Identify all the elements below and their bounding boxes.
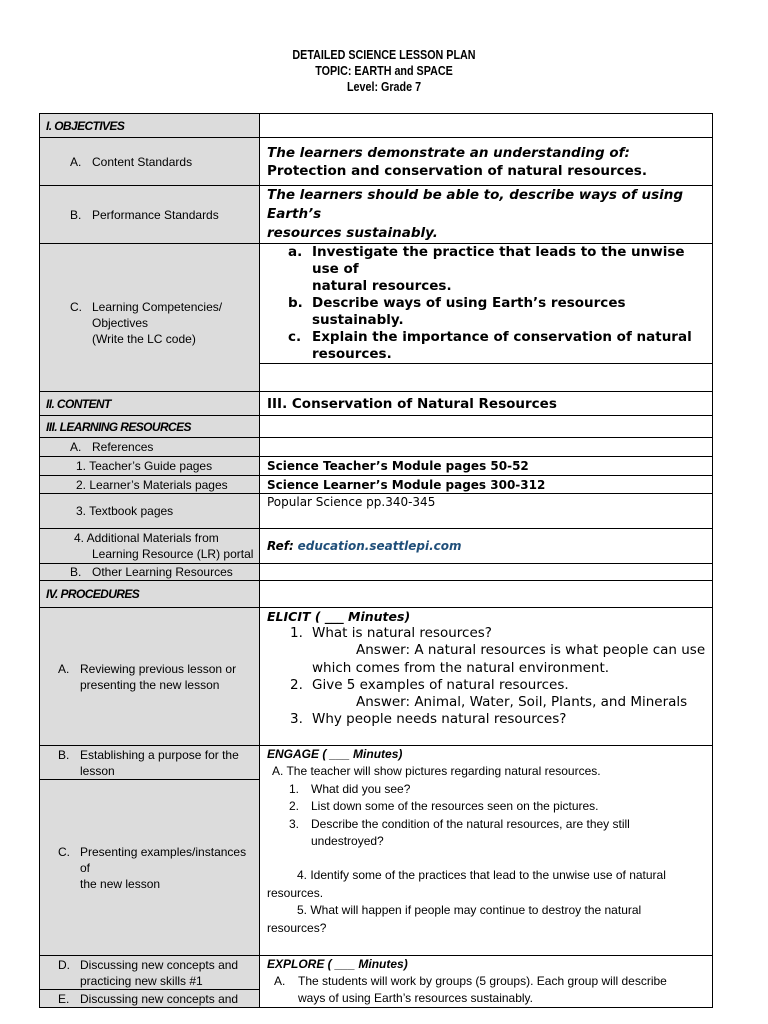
content-standards-line1: The learners demonstrate an understanding of: (267, 144, 630, 161)
competencies-label-line3: (Write the LC code) (92, 331, 196, 346)
procedure-a-row (40, 608, 713, 746)
ref-link[interactable]: education.seattlepi.com (297, 539, 462, 553)
explore-key: A. (274, 974, 286, 988)
performance-standards-row (40, 186, 713, 244)
engage-item-3-cont: undestroyed? (311, 834, 384, 849)
engage-item-5-line2: resources? (267, 920, 327, 935)
competencies-label-line2: Objectives (92, 315, 149, 330)
competencies-code-value (260, 364, 713, 392)
procedure-d-key: D. (58, 957, 70, 972)
procedure-b-row (40, 746, 713, 780)
procedure-b-label-line2: lesson (80, 763, 115, 778)
procedure-a-label-line2: presenting the new lesson (80, 677, 220, 692)
elicit-line-5: Answer: Animal, Water, Soil, Plants, and Minerals (356, 694, 688, 711)
procedure-a-label-line1: Reviewing previous lesson or (80, 661, 237, 676)
explore-line1: The students will work by groups (5 groups). Each group will describe (298, 974, 667, 988)
engage-item-5-line1: 5. What will happen if people may continue to destroy the natural (297, 903, 642, 918)
references-row (40, 438, 713, 457)
procedure-c-key: C. (58, 844, 70, 859)
other-resources-key: B. (70, 565, 82, 579)
competency-item-a: a. Investigate the practice that leads to the unwise use of natural resources. (288, 244, 685, 294)
document-title: DETAILED SCIENCE LESSON PLAN (292, 48, 476, 62)
procedures-heading: IV. PROCEDURES (46, 587, 140, 601)
procedure-c-label-line2: the new lesson (80, 876, 161, 891)
procedure-d-row (40, 956, 713, 990)
procedure-d-label-line2: practicing new skills #1 (80, 973, 203, 988)
competencies-list (260, 244, 712, 363)
procedures-heading-row (40, 581, 713, 608)
competency-item-b: b. Describe ways of using Earth’s resources sustainably. (288, 295, 626, 328)
additional-materials-row (40, 529, 713, 564)
content-heading: II. CONTENT (46, 396, 111, 411)
resources-heading-row (40, 416, 713, 438)
learners-materials-value: Science Learner’s Module pages 300-312 (267, 477, 546, 492)
performance-standards-key: B. (70, 207, 82, 222)
performance-standards-line1: The learners should be able to, describe ways of using Earth’s (267, 187, 684, 222)
objectives-heading-row (40, 114, 713, 138)
objectives-heading-value (260, 114, 713, 138)
document-level: Level: Grade 7 (346, 80, 422, 94)
teachers-guide-row (40, 457, 713, 476)
content-standards-key: A. (70, 154, 82, 169)
procedure-e-label-line1: Discussing new concepts and (80, 991, 239, 1006)
content-value: III. Conservation of Natural Resources (267, 395, 557, 412)
teachers-guide-label: 1. Teacher’s Guide pages (76, 459, 213, 473)
procedure-e-key: E. (58, 991, 70, 1006)
performance-standards-line2: resources sustainably. (267, 225, 438, 241)
ref-prefix: Ref: (267, 539, 294, 553)
engage-item-1: 1. What did you see? (289, 781, 411, 796)
competencies-row (40, 244, 713, 364)
engage-item-4-line2: resources. (267, 885, 324, 900)
content-standards-label: Content Standards (92, 154, 193, 169)
elicit-line-3: which comes from the natural environment. (312, 659, 610, 676)
additional-materials-label-line2: Learning Resource (LR) portal (92, 547, 254, 561)
document-topic: TOPIC: EARTH and SPACE (315, 64, 453, 78)
elicit-line-6: 3. Why people needs natural resources? (290, 711, 567, 728)
objectives-heading: I. OBJECTIVES (46, 118, 125, 133)
teachers-guide-value: Science Teacher’s Module pages 50-52 (267, 459, 529, 473)
other-resources-row (40, 564, 713, 581)
engage-item-3: 3. Describe the condition of the natural resources, are they still (289, 816, 630, 831)
content-standards-row (40, 138, 713, 186)
textbook-label: 3. Textbook pages (76, 504, 174, 518)
references-key: A. (70, 440, 82, 454)
resources-heading: III. LEARNING RESOURCES (46, 419, 191, 434)
lesson-plan-table (39, 113, 713, 1008)
textbook-value: Popular Science pp.340-345 (267, 495, 436, 509)
references-label: References (92, 440, 154, 454)
engage-title: ENGAGE ( ___ Minutes) (267, 747, 403, 761)
content-standards-line2: Protection and conservation of natural resources. (267, 162, 647, 179)
explore-title: EXPLORE ( ___ Minutes) (267, 957, 408, 971)
explore-line2: ways of using Earth’s resources sustainably. (298, 991, 534, 1005)
engage-intro: A. The teacher will show pictures regarding natural resources. (272, 764, 601, 779)
content-row (40, 392, 713, 416)
document-header (54, 47, 714, 95)
additional-materials-label-line1: 4. Additional Materials from (74, 531, 219, 545)
engage-item-4-line1: 4. Identify some of the practices that lead to the unwise use of natural (297, 868, 666, 883)
other-resources-label: Other Learning Resources (92, 565, 233, 579)
learners-materials-label: 2. Learner’s Materials pages (76, 477, 228, 492)
textbook-row (40, 494, 713, 529)
elicit-title: ELICIT ( ___ Minutes) (267, 609, 411, 624)
explore-item-a (260, 973, 712, 1007)
elicit-line-4: 2. Give 5 examples of natural resources. (290, 676, 569, 693)
procedure-b-key: B. (58, 747, 70, 762)
performance-standards-label: Performance Standards (92, 207, 219, 222)
competencies-label-line1: Learning Competencies/ (92, 299, 223, 314)
competencies-key: C. (70, 299, 82, 314)
elicit-line-2: Answer: A natural resources is what people can use (356, 642, 706, 659)
procedure-a-key: A. (58, 661, 70, 676)
engage-item-2: 2. List down some of the resources seen on the pictures. (289, 799, 599, 814)
learners-materials-row (40, 476, 713, 494)
competency-item-c: c. Explain the importance of conservation of natural resources. (288, 329, 692, 362)
procedure-c-label-line1: Presenting examples/instances of (80, 844, 247, 875)
procedure-b-label-line1: Establishing a purpose for the (80, 747, 239, 762)
procedure-d-label-line1: Discussing new concepts and (80, 957, 239, 972)
elicit-line-1: 1. What is natural resources? (290, 625, 492, 642)
